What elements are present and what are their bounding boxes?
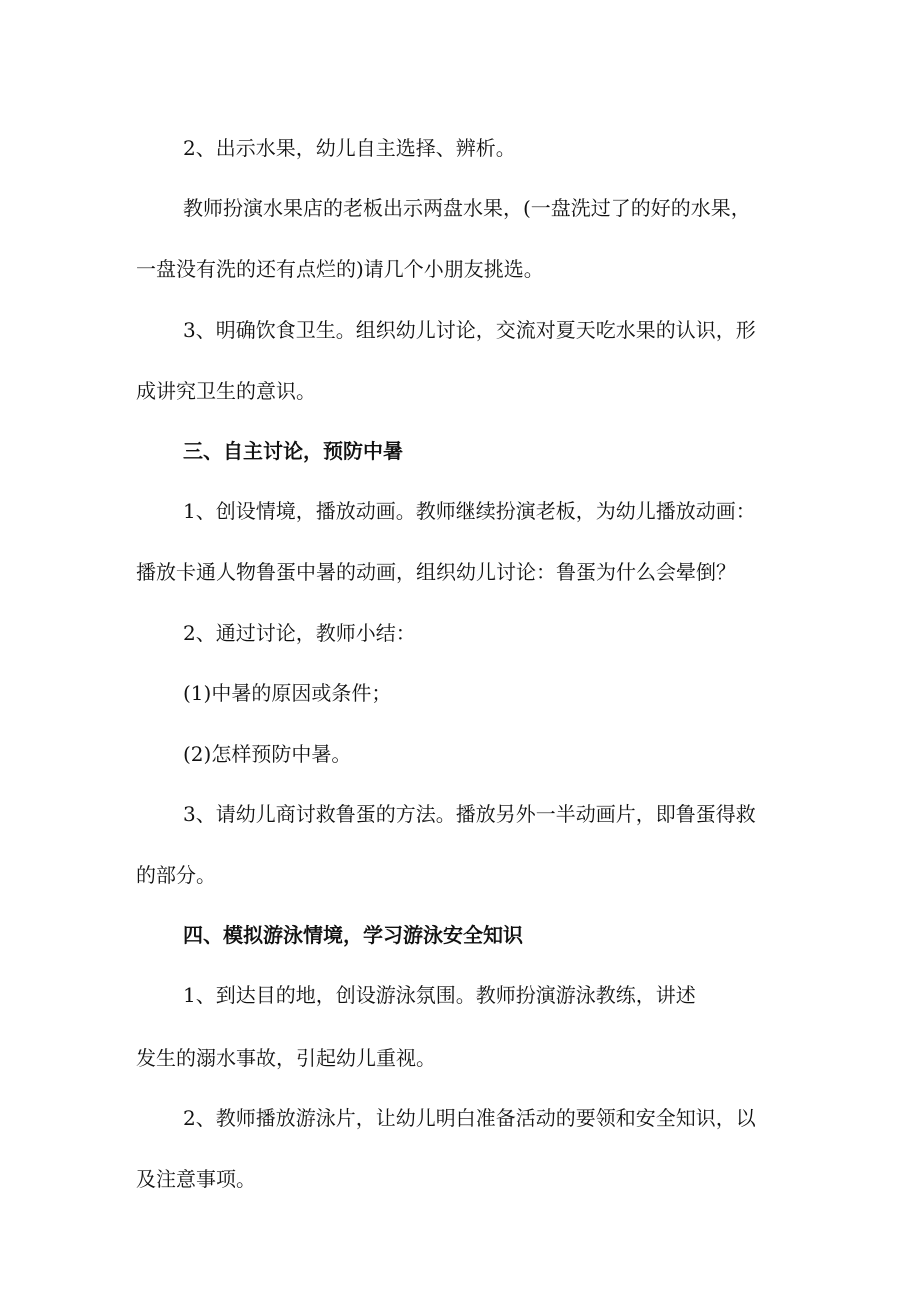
- paragraph-line: 成讲究卫生的意识。: [136, 379, 316, 403]
- paragraph-line: 一盘没有洗的还有点烂的)请几个小朋友挑选。: [136, 257, 544, 281]
- paragraph-line: 教师扮演水果店的老板出示两盘水果，(一盘洗过了的好的水果，: [183, 196, 751, 220]
- paragraph-line: 1、创设情境，播放动画。教师继续扮演老板，为幼儿播放动画：: [183, 499, 756, 523]
- paragraph-line: 的部分。: [136, 863, 216, 887]
- paragraph-line: 2、出示水果，幼儿自主选择、辨析。: [183, 136, 516, 160]
- paragraph-line: 2、教师播放游泳片，让幼儿明白准备活动的要领和安全知识，以: [183, 1106, 756, 1130]
- paragraph-line: 发生的溺水事故，引起幼儿重视。: [136, 1046, 436, 1070]
- paragraph-line: (1)中暑的原因或条件；: [183, 681, 392, 705]
- paragraph-line: 3、请幼儿商讨救鲁蛋的方法。播放另外一半动画片，即鲁蛋得救: [183, 802, 756, 826]
- section-heading: 三、自主讨论，预防中暑: [183, 439, 403, 463]
- paragraph-line: 2、通过讨论，教师小结：: [183, 621, 416, 645]
- section-heading: 四、模拟游泳情境，学习游泳安全知识: [183, 923, 523, 947]
- paragraph-line: (2)怎样预防中暑。: [183, 742, 352, 766]
- paragraph-line: 及注意事项。: [136, 1167, 256, 1191]
- paragraph-line: 3、明确饮食卫生。组织幼儿讨论，交流对夏天吃水果的认识，形: [183, 318, 756, 342]
- paragraph-line: 播放卡通人物鲁蛋中暑的动画，组织幼儿讨论：鲁蛋为什么会晕倒？: [136, 560, 736, 584]
- paragraph-line: 1、到达目的地，创设游泳氛围。教师扮演游泳教练，讲述: [183, 983, 696, 1007]
